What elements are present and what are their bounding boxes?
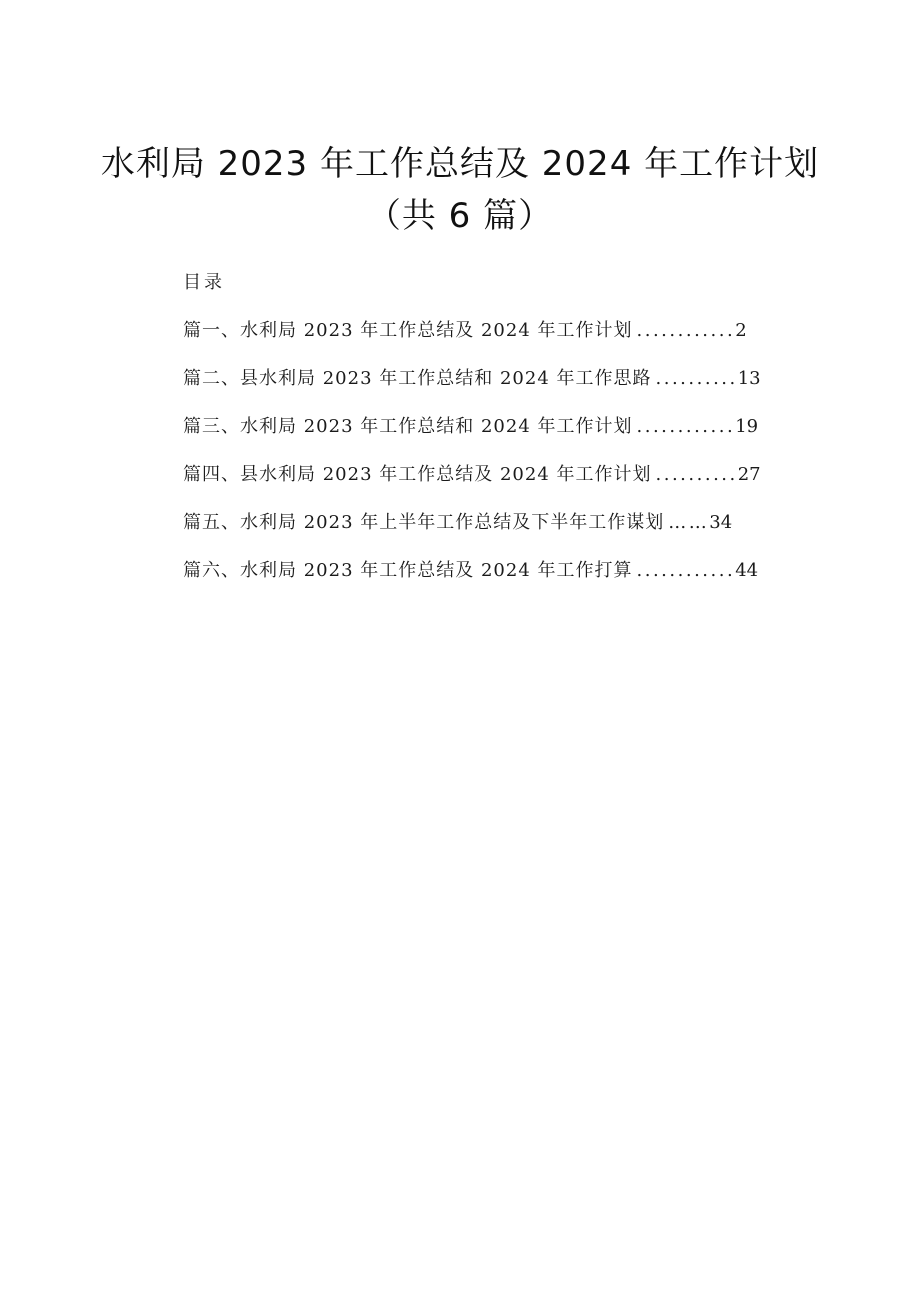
toc-item-6[interactable]	[183, 556, 783, 586]
toc-item-label: 篇三、水利局 2023 年工作总结和 2024 年工作计划	[183, 416, 633, 437]
toc-item-page: 44	[735, 560, 759, 581]
toc-item-page: 2	[735, 320, 747, 341]
toc-item-page: 27	[737, 464, 761, 485]
toc-heading: 目录	[183, 272, 225, 293]
document-title	[0, 138, 920, 242]
toc-item-3[interactable]	[183, 412, 783, 442]
toc-item-label: 篇五、水利局 2023 年上半年工作总结及下半年工作谋划	[183, 512, 665, 533]
toc-item-label: 篇四、县水利局 2023 年工作总结及 2024 年工作计划	[183, 464, 652, 485]
table-of-contents	[183, 268, 783, 604]
document-title-line-2: （共 6 篇）	[366, 196, 554, 236]
toc-item-page: 34	[709, 512, 733, 533]
toc-item-page: 13	[737, 368, 761, 389]
toc-item-leader: ..........	[655, 464, 738, 485]
toc-item-label: 篇二、县水利局 2023 年工作总结和 2024 年工作思路	[183, 368, 652, 389]
toc-item-label: 篇六、水利局 2023 年工作总结及 2024 年工作打算	[183, 560, 633, 581]
toc-item-leader: ............	[636, 560, 736, 581]
toc-item-page: 19	[735, 416, 759, 437]
toc-item-2[interactable]	[183, 364, 783, 394]
toc-item-1[interactable]	[183, 316, 783, 346]
toc-item-leader: ..........	[655, 368, 738, 389]
document-title-line-1: 水利局 2023 年工作总结及 2024 年工作计划	[100, 144, 820, 184]
toc-item-5[interactable]	[183, 508, 783, 538]
toc-item-leader: ............	[636, 416, 736, 437]
toc-item-leader: ……	[668, 512, 710, 533]
toc-item-label: 篇一、水利局 2023 年工作总结及 2024 年工作计划	[183, 320, 633, 341]
toc-item-4[interactable]	[183, 460, 783, 490]
toc-item-leader: ............	[636, 320, 736, 341]
